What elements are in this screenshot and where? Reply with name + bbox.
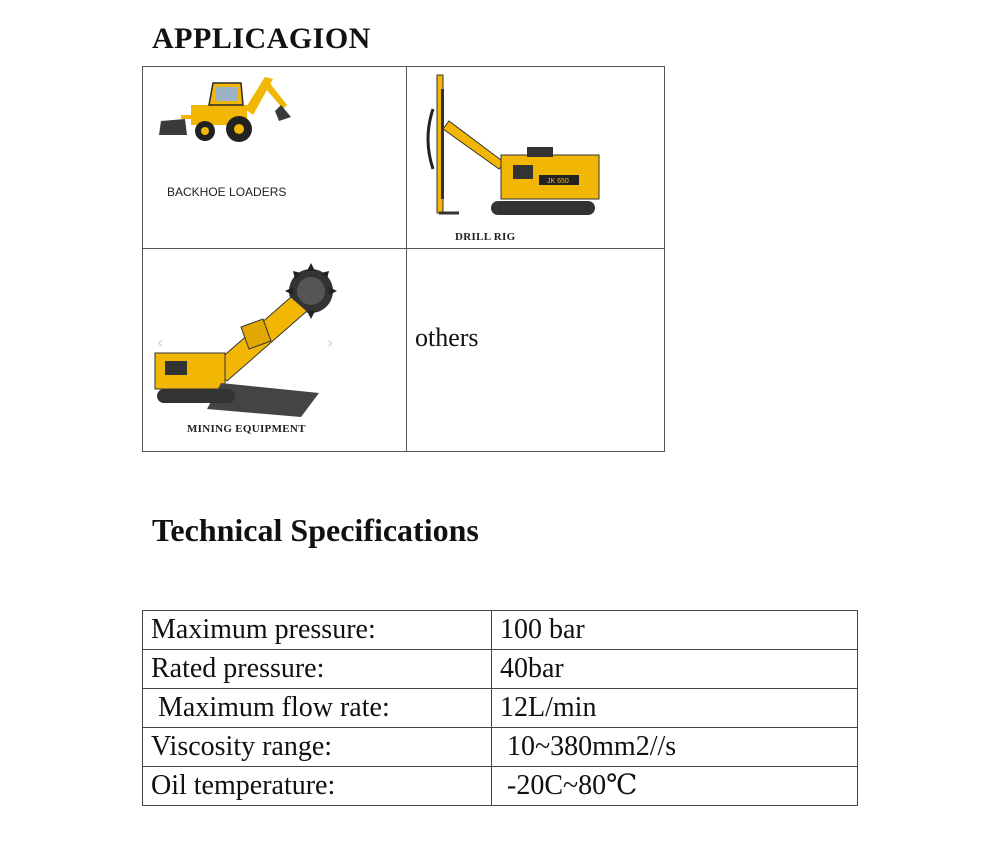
caption-backhoe: BACKHOE LOADERS	[167, 185, 287, 199]
drill-rig-badge: JK 650	[547, 178, 569, 185]
table-row	[143, 767, 858, 806]
application-heading: APPLICAGION	[152, 22, 371, 55]
specs-heading: Technical Specifications	[152, 512, 479, 548]
chevron-left-icon: ‹	[157, 333, 164, 352]
table-row	[143, 689, 858, 728]
table-row	[143, 611, 858, 650]
table-row	[143, 728, 858, 767]
caption-mining: MINING EQUIPMENT	[187, 423, 306, 435]
cell-others-text: others	[415, 323, 479, 352]
table-row	[143, 650, 858, 689]
spec-value: 100 bar	[492, 611, 858, 650]
spec-value: 12L/min	[492, 689, 858, 728]
spec-label: Viscosity range:	[143, 728, 492, 767]
drill-rig-image	[419, 69, 604, 229]
specs-table	[142, 610, 858, 806]
spec-label: Maximum flow rate:	[143, 689, 492, 728]
cell-backhoe	[143, 67, 406, 248]
spec-value: -20C~80℃	[492, 767, 858, 806]
spec-label: Oil temperature:	[143, 767, 492, 806]
chevron-right-icon: ›	[327, 333, 334, 352]
mining-roadheader-image	[151, 257, 351, 427]
spec-value: 10~380mm2//s	[492, 728, 858, 767]
cell-mining	[143, 249, 406, 452]
caption-drill-rig: DRILL RIG	[455, 231, 516, 243]
spec-label: Maximum pressure:	[143, 611, 492, 650]
spec-label: Rated pressure:	[143, 650, 492, 689]
application-grid	[142, 66, 665, 452]
backhoe-loader-image	[157, 69, 297, 149]
cell-drill-rig	[407, 67, 665, 248]
spec-value: 40bar	[492, 650, 858, 689]
